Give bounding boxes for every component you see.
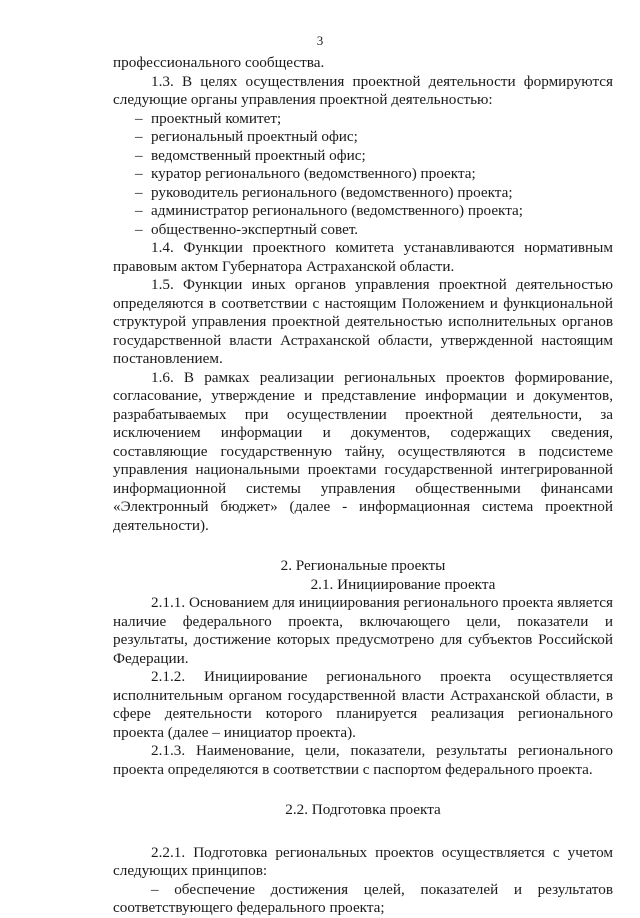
- paragraph-2-1-2: 2.1.2. Инициирование регионального проекта осуществляется исполнительным органом государственной власти Астраханской области, в сфере деятельности которого планируется реализация регионального проекта (далее – инициатор проекта).: [113, 668, 613, 741]
- paragraph-2-1-1: 2.1.1. Основанием для инициирования регионального проекта является наличие федерального проекта, включающего цели, показатели и результаты, достижение которых предусмотрено для субъектов Российской Федерации.: [113, 594, 613, 667]
- paragraph-1-6: 1.6. В рамках реализации региональных проектов формирование, согласование, утверждение и представление информации и документов, разрабатываемых при осуществлении проектной деятельности, за исключением информации и документов, содержащих сведения, составляющие государственную тайну, осуществляются в подсистеме управления национальными проектами государственной интегрированной информационной системы управления общественными финансами «Электронный бюджет» (далее - информационная система проектной деятельности).: [113, 368, 613, 534]
- list-item: – региональный проектный офис;: [135, 128, 358, 145]
- page-number: 3: [316, 33, 324, 48]
- dash-marker: –: [135, 202, 143, 219]
- subsection-heading: 2.1. Инициирование проекта: [310, 575, 496, 593]
- list-item: – обеспечение достижения целей, показателей и результатов соответствующего федерального проекта;: [113, 880, 613, 916]
- section-heading: 2. Региональные проекты: [280, 557, 446, 574]
- dash-marker: –: [135, 220, 143, 238]
- paragraph-continuation: профессионального сообщества.: [113, 54, 325, 71]
- list-item: – ведомственный проектный офис;: [135, 146, 366, 164]
- paragraph-2-2-1: 2.2.1. Подготовка региональных проектов осуществляется с учетом следующих принципов:: [113, 843, 613, 879]
- dash-marker: –: [135, 146, 143, 164]
- paragraph-1-4: 1.4. Функции проектного комитета устанавливаются нормативным правовым актом Губернатора Астраханской области.: [113, 239, 613, 275]
- list-item: – администратор регионального (ведомственного) проекта;: [135, 202, 524, 219]
- dash-marker: –: [151, 880, 159, 898]
- list-item: – общественно-экспертный совет.: [135, 220, 359, 238]
- paragraph-1-3: 1.3. В целях осуществления проектной деятельности формируются следующие органы управления проектной деятельностью:: [113, 72, 613, 108]
- document-body: [113, 54, 613, 918]
- list-item: – куратор регионального (ведомственного) проекта;: [135, 165, 476, 182]
- list-item: – проектный комитет;: [135, 109, 282, 127]
- dash-marker: –: [135, 109, 143, 127]
- paragraph-1-5: 1.5. Функции иных органов управления проектной деятельностью определяются в соответствии с настоящим Положением и функциональной структурой управления проектной деятельностью исполнительных органов государственной власти Астраханской области, утвержденной настоящим постановлением.: [113, 276, 613, 367]
- dash-marker: –: [135, 183, 143, 201]
- paragraph-2-1-3: 2.1.3. Наименование, цели, показатели, результаты регионального проекта определяются в соответствии с паспортом федерального проекта.: [113, 742, 613, 778]
- list-item: – руководитель регионального (ведомственного) проекта;: [135, 183, 513, 201]
- dash-marker: –: [135, 165, 143, 182]
- subsection-heading: 2.2. Подготовка проекта: [285, 801, 441, 818]
- dash-marker: –: [135, 128, 143, 145]
